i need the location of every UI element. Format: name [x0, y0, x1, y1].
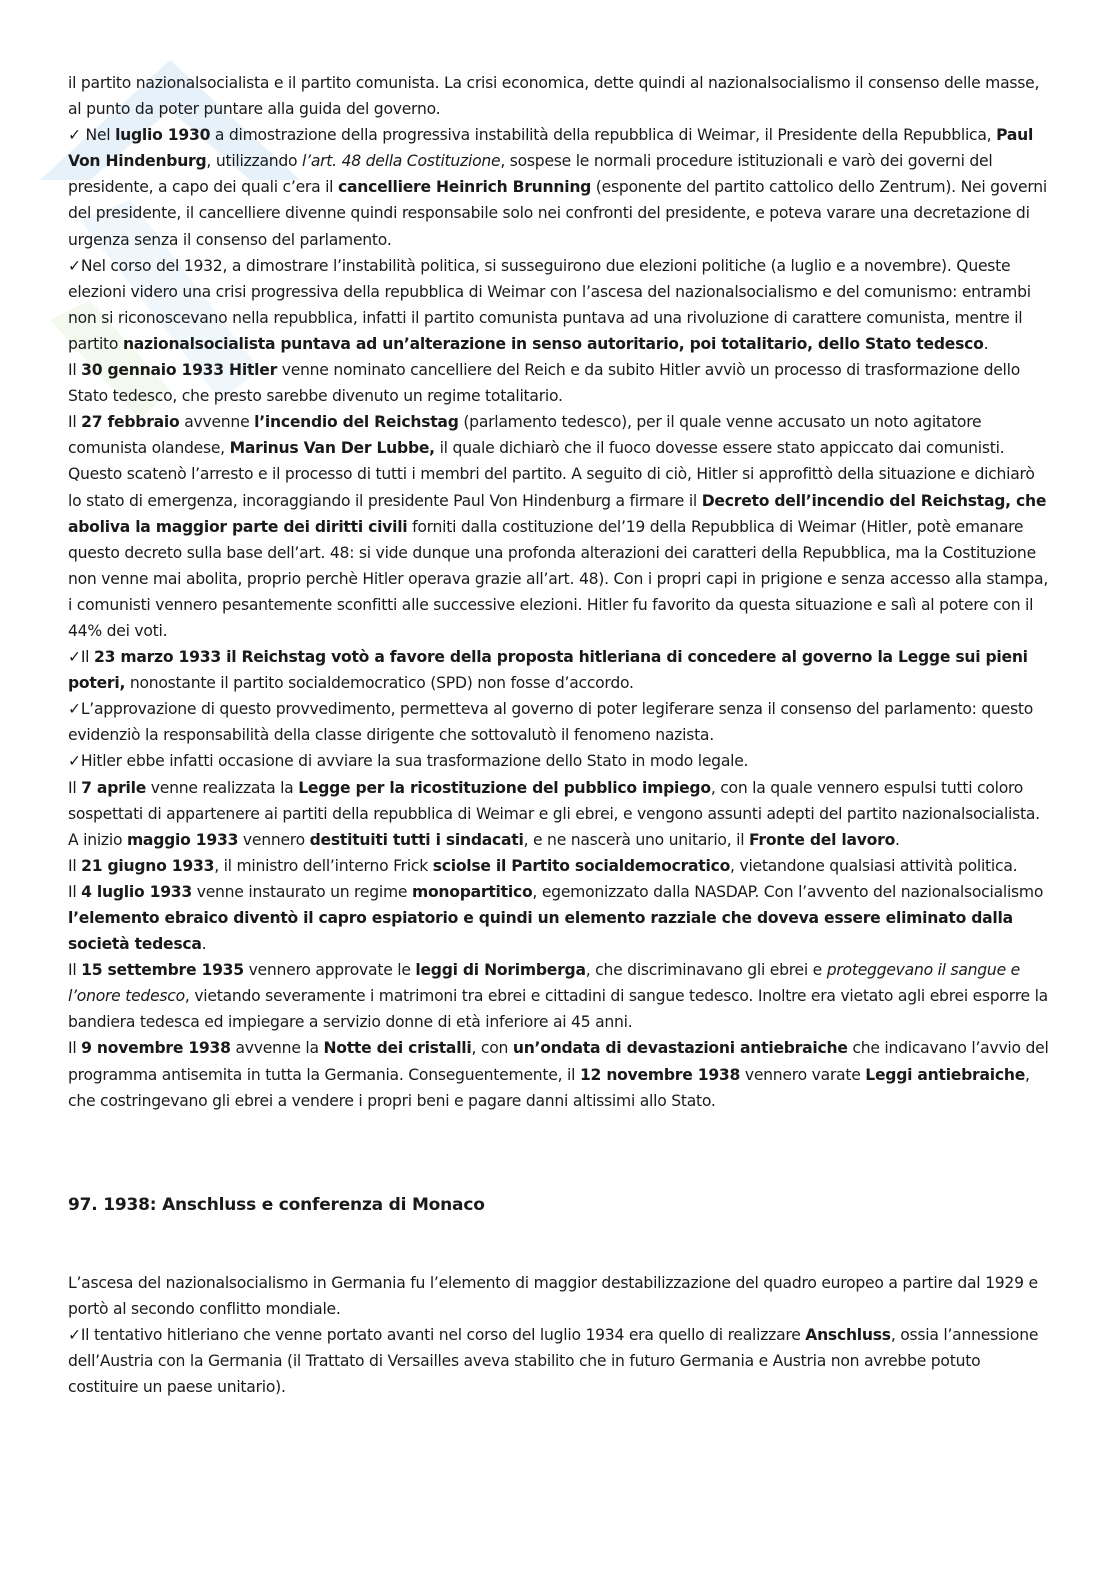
- paragraph: ✓Hitler ebbe infatti occasione di avviare la sua trasformazione dello Stato in modo legale.: [68, 752, 749, 771]
- paragraph: Il 7 aprile venne realizzata la Legge per la ricostituzione del pubblico impiego, con la quale vennero espulsi tutti coloro sospettati di appartenere ai partiti della repubblica di Weimar e gli ebrei, e vengono assunti adepti del partito nazionalsocialista. A inizio maggio 1933 vennero destituiti tutti i sindacati, e ne nascerà uno unitario, il Fronte del lavoro.: [68, 778, 1040, 849]
- paragraph: Il 15 settembre 1935 vennero approvate le leggi di Norimberga, che discriminavano gli ebrei e proteggevano il sangue e l’onore tedesco, vietando severamente i matrimoni tra ebrei e cittadini di sangue tedesco. Inoltre era vietato agli ebrei esporre la bandiera tedesca ed impiegare a servizio donne di età inferiore ai 45 anni.: [68, 961, 1048, 1032]
- paragraph: Il 4 luglio 1933 venne instaurato un regime monopartitico, egemonizzato dalla NASDAP. Con l’avvento del nazionalsocialismo l’elemento ebraico diventò il capro espiatorio e quindi un elemento razziale che doveva essere eliminato dalla società tedesca.: [68, 882, 1044, 954]
- paragraph: ✓L’approvazione di questo provvedimento, permetteva al governo di poter legiferare senza il consenso del parlamento: questo evidenziò la responsabilità della classe dirigente che sottovalutò il fenomeno nazista.: [68, 700, 1034, 745]
- paragraph: il partito nazionalsocialista e il partito comunista. La crisi economica, dette quindi al nazionalsocialismo il consenso delle masse, al punto da poter puntare alla guida del governo.: [68, 74, 1040, 119]
- paragraph: L’ascesa del nazionalsocialismo in Germania fu l’elemento di maggior destabilizzazione del quadro europeo a partire dal 1929 e portò al secondo conflitto mondiale.: [68, 1273, 1038, 1318]
- document-page: [68, 70, 1050, 1400]
- section-heading: 97. 1938: Anschluss e conferenza di Monaco: [68, 1194, 485, 1215]
- paragraph: ✓Nel corso del 1932, a dimostrare l’instabilità politica, si susseguirono due elezioni politiche (a luglio e a novembre). Queste elezioni videro una crisi progressiva della repubblica di Weimar con l’ascesa del nazionalsocialismo e del comunismo: entrambi non si riconoscevano nella repubblica, infatti il partito comunista puntava ad una rivoluzione di carattere comunista, mentre il partito nazionalsocialista puntava ad un’alterazione in senso autoritario, poi totalitario, dello Stato tedesco.: [68, 256, 1031, 353]
- paragraph: ✓ Nel luglio 1930 a dimostrazione della progressiva instabilità della repubblica di Weimar, il Presidente della Repubblica, Paul Von Hindenburg, utilizzando l’art. 48 della Costituzione, sospese le normali procedure istituzionali e varò dei governi del presidente, a capo dei quali c’era il cancelliere Heinrich Brunning (esponente del partito cattolico dello Zentrum). Nei governi del presidente, il cancelliere divenne quindi responsabile solo nei confronti del presidente, e poteva varare una decretazione di urgenza senza il consenso del parlamento.: [68, 126, 1047, 249]
- paragraph: ✓Il 23 marzo 1933 il Reichstag votò a favore della proposta hitleriana di concedere al governo la Legge sui pieni poteri, nonostante il partito socialdemocratico (SPD) non fosse d’accordo.: [68, 648, 1028, 693]
- paragraph: Il 9 novembre 1938 avvenne la Notte dei cristalli, con un’ondata di devastazioni antiebraiche che indicavano l’avvio del programma antisemita in tutta la Germania. Conseguentemente, il 12 novembre 1938 vennero varate Leggi antiebraiche, che costringevano gli ebrei a vendere i propri beni e pagare danni altissimi allo Stato.: [68, 1039, 1049, 1110]
- paragraph: Il 30 gennaio 1933 Hitler venne nominato cancelliere del Reich e da subito Hitler avviò un processo di trasformazione dello Stato tedesco, che presto sarebbe divenuto un regime totalitario.: [68, 361, 1021, 406]
- paragraph: Il 21 giugno 1933, il ministro dell’interno Frick sciolse il Partito socialdemocratico, vietandone qualsiasi attività politica.: [68, 856, 1018, 875]
- paragraph: Il 27 febbraio avvenne l’incendio del Reichstag (parlamento tedesco), per il quale venne accusato un noto agitatore comunista olandese, Marinus Van Der Lubbe, il quale dichiarò che il fuoco dovesse essere stato appiccato dai comunisti. Questo scatenò l’arresto e il processo di tutti i membri del partito. A seguito di ciò, Hitler si approfittò della situazione e dichiarò lo stato di emergenza, incoraggiando il presidente Paul Von Hindenburg a firmare il Decreto dell’incendio del Reichstag, che aboliva la maggior parte dei diritti civili forniti dalla costituzione del’19 della Repubblica di Weimar (Hitler, potè emanare questo decreto sulla base dell’art. 48: si vide dunque una profonda alterazioni dei caratteri della Repubblica, ma la Costituzione non venne mai abolita, proprio perchè Hitler operava grazie all’art. 48). Con i propri capi in prigione e senza accesso alla stampa, i comunisti vennero pesantemente sconfitti alle successive elezioni. Hitler fu favorito da questa situazione e salì al potere con il 44% dei voti.: [68, 413, 1049, 640]
- paragraph: ✓Il tentativo hitleriano che venne portato avanti nel corso del luglio 1934 era quello di realizzare Anschluss, ossia l’annessione dell’Austria con la Germania (il Trattato di Versailles aveva stabilito che in futuro Germania e Austria non avrebbe potuto costituire un paese unitario).: [68, 1325, 1039, 1397]
